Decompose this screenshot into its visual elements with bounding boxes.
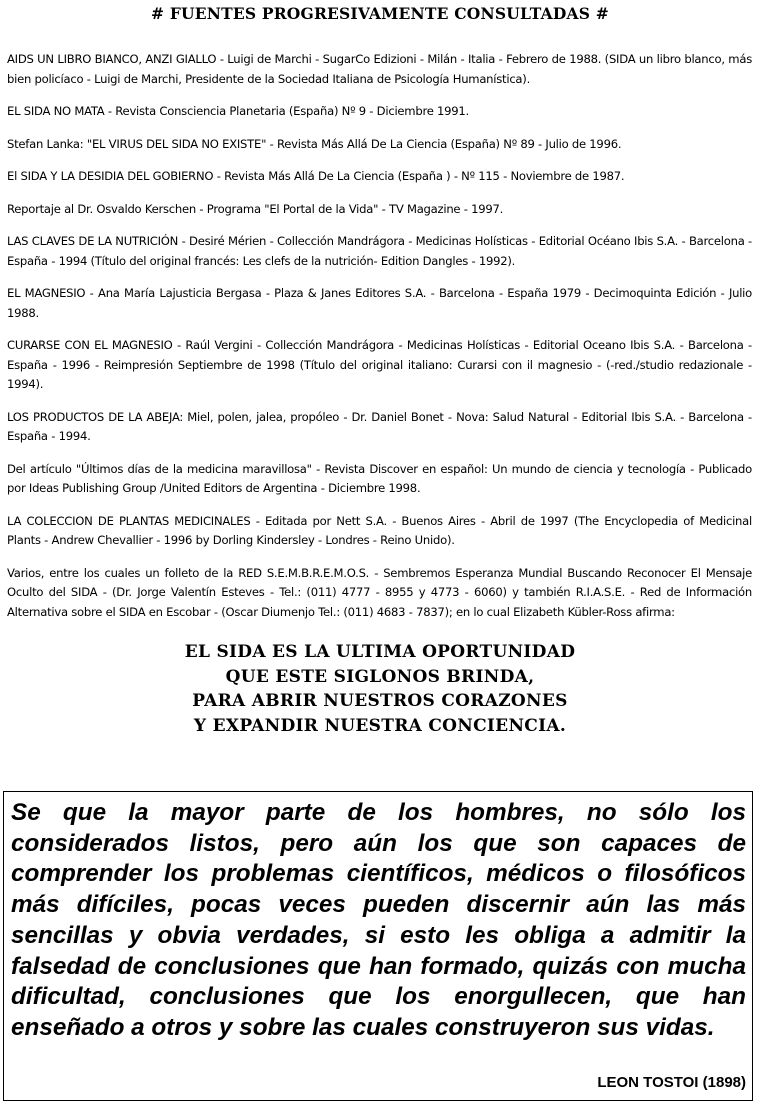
reference-list: [7, 50, 752, 635]
reference-item: EL MAGNESIO - Ana María Lajusticia Bergasa - Plaza & Janes Editores S.A. - Barcelona - España 1979 - Decimoquinta Edición - Julio 1988.: [7, 286, 752, 320]
closing-statement: [0, 640, 760, 738]
reference-item: LAS CLAVES DE LA NUTRICIÓN - Desiré Mérien - Collección Mandrágora - Medicinas Holísticas - Editorial Océano Ibis S.A. - Barcelona - España - 1994 (Título del original francés: Les clefs de la nutrición- Edition Dangles - 1992).: [7, 234, 752, 268]
closing-line: Y EXPANDIR NUESTRA CONCIENCIA.: [193, 715, 567, 736]
reference-item: CURARSE CON EL MAGNESIO - Raúl Vergini - Collección Mandrágora - Medicinas Holísticas - Editorial Oceano Ibis S.A. - Barcelona - España - 1996 - Reimpresión Septiembre de 1998 (Título del original italiano: Curarsi con il magnesio - (-red./studio redazionale - 1994).: [7, 338, 752, 391]
quote-author: LEON TOSTOI (1898): [597, 1074, 746, 1091]
reference-item: Del artículo "Últimos días de la medicina maravillosa" - Revista Discover en español: Un mundo de ciencia y tecnología - Publicado por Ideas Publishing Group /United Editors de Argentina - Diciembre 1998.: [7, 461, 752, 495]
reference-item: EL SIDA NO MATA - Revista Consciencia Planetaria (España) Nº 9 - Diciembre 1991.: [7, 104, 469, 118]
reference-item: AIDS UN LIBRO BIANCO, ANZI GIALLO - Luigi de Marchi - SugarCo Edizioni - Milán - Italia - Febrero de 1988. (SIDA un libro blanco, más bien policíaco - Luigi de Marchi, Presidente de la Sociedad Italiana de Psicología Humanística).: [7, 52, 752, 86]
closing-line: QUE ESTE SIGLONOS BRINDA,: [225, 666, 535, 687]
reference-item: Stefan Lanka: "EL VIRUS DEL SIDA NO EXISTE" - Revista Más Allá De La Ciencia (España) Nº 89 - Julio de 1996.: [7, 136, 622, 151]
quote-box: [3, 791, 753, 1101]
reference-item: LA COLECCION DE PLANTAS MEDICINALES - Editada por Nett S.A. - Buenos Aires - Abril de 1997 (The Encyclopedia of Medicinal Plants - Andrew Chevallier - 1996 by Dorling Kindersley - Londres - Reino Unido).: [7, 513, 752, 547]
reference-item: Reportaje al Dr. Osvaldo Kerschen - Programa "El Portal de la Vida" - TV Magazine - 1997.: [7, 201, 504, 216]
page-title: # FUENTES PROGRESIVAMENTE CONSULTADAS #: [151, 4, 609, 23]
reference-item: El SIDA Y LA DESIDIA DEL GOBIERNO - Revista Más Allá De La Ciencia (España ) - Nº 115 - Noviembre de 1987.: [7, 169, 625, 183]
closing-line: PARA ABRIR NUESTROS CORAZONES: [192, 691, 568, 711]
closing-line: EL SIDA ES LA ULTIMA OPORTUNIDAD: [184, 642, 576, 662]
quote-text: Se que la mayor parte de los hombres, no sólo los considerados listos, pero aún los que son capaces de comprender los problemas científicos, médicos o filosóficos más difíciles, pocas veces pueden discernir aún las más sencillas y obvia verdades, si esto les obliga a admitir la falsedad de conclusiones que han formado, quizás con mucha dificultad, conclusiones que los enorgullecen, que han enseñado a otros y sobre las cuales construyeron sus vidas.: [11, 799, 746, 1041]
reference-item: Varios, entre los cuales un folleto de la RED S.E.M.B.R.E.M.O.S. - Sembremos Esperanza Mundial Buscando Reconocer El Mensaje Oculto del SIDA - (Dr. Jorge Valentín Esteves - Tel.: (011) 4777 - 8955 y 4773 - 6060) y también R.I.A.S.E. - Red de Información Alternativa sobre el SIDA en Escobar - (Oscar Diumenjo Tel.: (011) 4683 - 7837); en lo cual Elizabeth Kübler-Ross afirma:: [7, 565, 752, 619]
reference-item: LOS PRODUCTOS DE LA ABEJA: Miel, polen, jalea, propóleo - Dr. Daniel Bonet - Nova: Salud Natural - Editorial Ibis S.A. - Barcelona - España - 1994.: [7, 409, 752, 443]
